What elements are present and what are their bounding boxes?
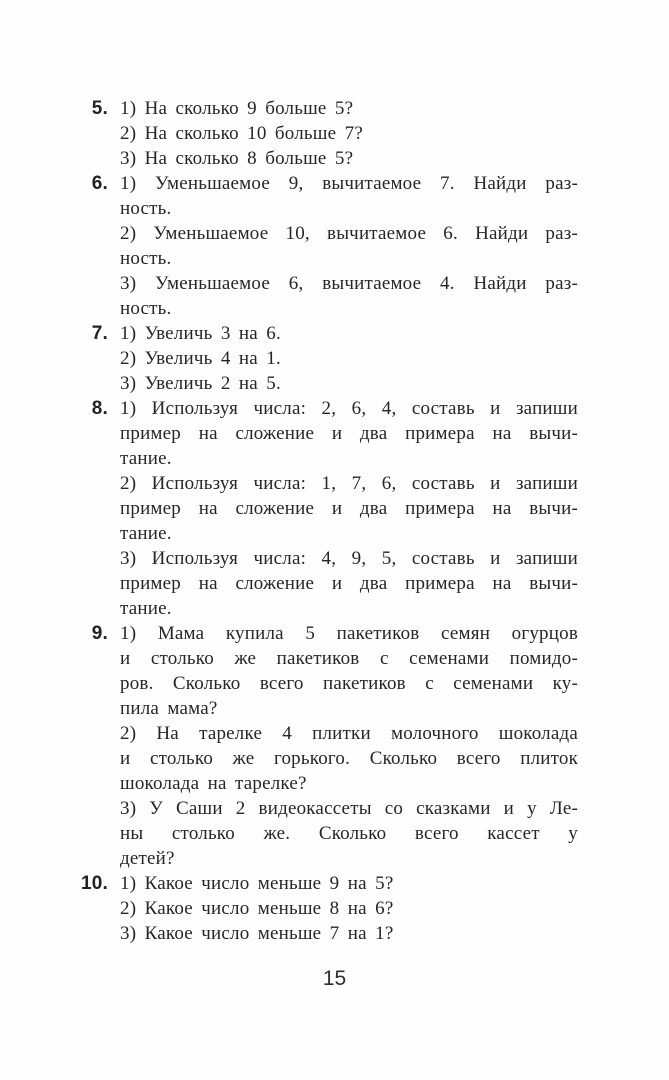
exercise-subitem xyxy=(120,621,578,721)
exercise xyxy=(73,96,578,171)
text-line: ность. xyxy=(120,248,172,269)
exercise-number: 8. xyxy=(91,398,108,419)
text-line: детей? xyxy=(120,848,175,869)
text-line: ность. xyxy=(120,198,172,219)
exercise-number: 5. xyxy=(91,98,108,119)
text-line: 2) На тарелке 4 плитки молочного шоколада xyxy=(120,723,578,744)
exercise-body xyxy=(120,871,578,946)
text-line: ров. Сколько всего пакетиков с семенами ку- xyxy=(120,673,578,694)
exercise-subitem xyxy=(120,96,578,121)
exercise-subitem xyxy=(120,171,578,221)
text-line: пример на сложение и два примера на вычи- xyxy=(120,423,578,444)
exercise-number: 6. xyxy=(91,173,108,194)
text-line: тание. xyxy=(120,523,172,544)
text-line: 2) Увеличь 4 на 1. xyxy=(120,348,281,369)
text-line: 3) Какое число меньше 7 на 1? xyxy=(120,923,394,944)
text-line: 2) Какое число меньше 8 на 6? xyxy=(120,898,394,919)
text-line: 3) Уменьшаемое 6, вычитаемое 4. Найди раз- xyxy=(120,273,578,294)
exercise-body xyxy=(120,396,578,621)
exercise-subitem xyxy=(120,146,578,171)
exercise-subitem xyxy=(120,396,578,471)
exercise-subitem xyxy=(120,371,578,396)
exercise-subitem xyxy=(120,121,578,146)
exercise-number: 7. xyxy=(91,323,108,344)
exercise xyxy=(73,871,578,946)
text-line: 2) Уменьшаемое 10, вычитаемое 6. Найди раз- xyxy=(120,223,578,244)
exercise-subitem xyxy=(120,471,578,546)
text-line: пример на сложение и два примера на вычи- xyxy=(120,573,578,594)
exercise-subitem xyxy=(120,871,578,896)
exercise-subitem xyxy=(120,346,578,371)
exercise-body xyxy=(120,621,578,871)
page-number: 15 xyxy=(322,967,347,990)
text-line: и столько же горького. Сколько всего плиток xyxy=(120,748,578,769)
text-line: 2) Используя числа: 1, 7, 6, составь и запиши xyxy=(120,473,578,494)
exercise-body xyxy=(120,171,578,321)
text-line: 1) Мама купила 5 пакетиков семян огурцов xyxy=(120,623,578,644)
text-line: и столько же пакетиков с семенами помидо- xyxy=(120,648,578,669)
exercise-subitem xyxy=(120,221,578,271)
text-line: пример на сложение и два примера на вычи- xyxy=(120,498,578,519)
exercise-subitem xyxy=(120,546,578,621)
text-line: тание. xyxy=(120,598,172,619)
text-line: 1) Уменьшаемое 9, вычитаемое 7. Найди раз- xyxy=(120,173,578,194)
text-line: 3) На сколько 8 больше 5? xyxy=(120,148,354,169)
exercise xyxy=(73,321,578,396)
text-line: тание. xyxy=(120,448,172,469)
exercise-subitem xyxy=(120,321,578,346)
exercise-body xyxy=(120,321,578,396)
exercise-number: 9. xyxy=(91,623,108,644)
exercise-list xyxy=(73,96,578,946)
exercise-subitem xyxy=(120,271,578,321)
text-line: 3) У Саши 2 видеокассеты со сказками и у Ле- xyxy=(120,798,578,819)
text-line: пила мама? xyxy=(120,698,218,719)
text-line: 1) Используя числа: 2, 6, 4, составь и запиши xyxy=(120,398,578,419)
exercise-body xyxy=(120,96,578,171)
text-line: 1) Увеличь 3 на 6. xyxy=(120,323,281,344)
exercise-subitem xyxy=(120,796,578,871)
text-line: 1) На сколько 9 больше 5? xyxy=(120,98,354,119)
text-line: 1) Какое число меньше 9 на 5? xyxy=(120,873,394,894)
text-line: 2) На сколько 10 больше 7? xyxy=(120,123,363,144)
text-line: шоколада на тарелке? xyxy=(120,773,307,794)
exercise xyxy=(73,171,578,321)
text-line: ны столько же. Сколько всего кассет у xyxy=(120,823,578,844)
exercise xyxy=(73,621,578,871)
exercise-subitem xyxy=(120,896,578,921)
exercise-subitem xyxy=(120,921,578,946)
text-line: 3) Увеличь 2 на 5. xyxy=(120,373,281,394)
exercise xyxy=(73,396,578,621)
text-line: ность. xyxy=(120,298,172,319)
exercise-number: 10. xyxy=(80,873,108,894)
text-line: 3) Используя числа: 4, 9, 5, составь и запиши xyxy=(120,548,578,569)
exercise-subitem xyxy=(120,721,578,796)
